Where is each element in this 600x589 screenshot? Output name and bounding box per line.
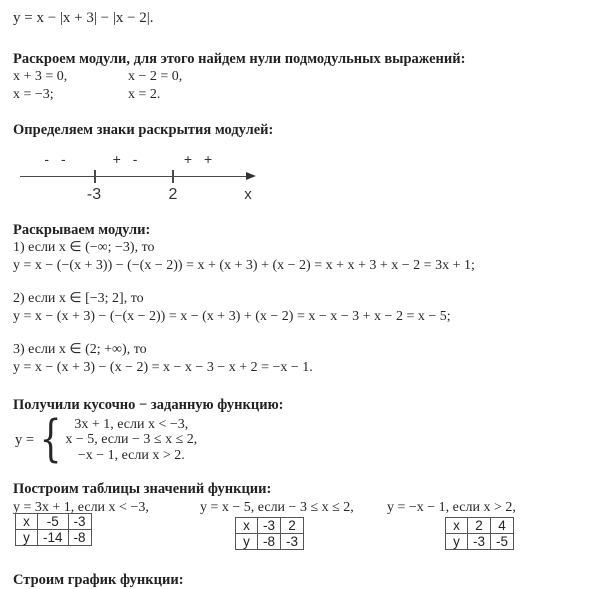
table-row — [446, 518, 514, 534]
piecewise-case-2: x − 5, если − 3 ≤ x ≤ 2, — [65, 432, 198, 448]
table-cell: y — [236, 534, 258, 550]
main-formula: y = x − |x + 3| − |x − 2|. — [13, 10, 154, 26]
expand-section-title: Раскрываем модули: — [13, 222, 151, 238]
tick-mark-minus3 — [94, 170, 96, 183]
case-3-equation: y = x − (x + 3) − (x − 2) = x − x − 3 − x + 2 = −x − 1. — [13, 360, 313, 375]
sign-region-3: + + — [183, 151, 217, 167]
zeros-line-1 — [13, 68, 587, 86]
table-row — [236, 534, 304, 550]
table-row — [236, 518, 304, 534]
table-2-label: y = x − 5, если − 3 ≤ x ≤ 2, — [200, 500, 354, 515]
value-table-3 — [445, 517, 514, 550]
table-cell: x — [236, 518, 258, 534]
table-cell: -3 — [68, 514, 91, 530]
table-cell: 2 — [468, 518, 491, 534]
table-cell: x — [16, 514, 38, 530]
piecewise-case-3: −x − 1, если x > 2. — [77, 447, 185, 463]
tables-section-title: Построим таблицы значений функции: — [13, 481, 272, 497]
zero-equation-right-1: x − 2 = 0, — [128, 69, 183, 84]
case-3 — [13, 341, 587, 377]
case-1-condition: 1) если x ∈ (−∞; −3), то — [13, 240, 155, 255]
axis-line — [20, 176, 248, 177]
zero-equation-left-1: x + 3 = 0, — [13, 69, 68, 84]
sign-region-2: + - — [112, 151, 142, 167]
table-cell: -8 — [258, 534, 281, 550]
brace-icon: { — [39, 408, 62, 468]
table-cell: -3 — [468, 534, 491, 550]
piecewise-cases — [65, 417, 197, 464]
value-tables — [13, 499, 587, 565]
value-table-2 — [235, 517, 304, 550]
case-3-condition: 3) если x ∈ (2; +∞), то — [13, 342, 147, 357]
table-cell: -5 — [38, 514, 69, 530]
tick-label-2: 2 — [168, 186, 178, 203]
table-3-label: y = −x − 1, если x > 2, — [387, 500, 516, 515]
piecewise-case-1: 3x + 1, если x < −3, — [74, 416, 189, 432]
sign-region-1: - - — [44, 151, 70, 167]
signs-section-title: Определяем знаки раскрытия модулей: — [13, 122, 274, 138]
case-2 — [13, 290, 587, 326]
piecewise-function — [13, 408, 587, 468]
table-cell: -3 — [258, 518, 281, 534]
graph-section-title: Строим график функции: — [13, 572, 184, 588]
sign-chart-number-line — [20, 150, 265, 208]
piecewise-lhs: y = — [15, 432, 35, 448]
table-cell: -3 — [281, 534, 304, 550]
table-cell: y — [446, 534, 468, 550]
axis-arrow-icon — [246, 172, 256, 180]
zero-equation-right-2: x = 2. — [128, 87, 161, 102]
table-cell: -8 — [68, 530, 91, 546]
zero-equation-left-2: x = −3; — [13, 87, 54, 102]
table-row — [446, 534, 514, 550]
tick-mark-2 — [172, 170, 174, 183]
tick-label-minus3: -3 — [86, 186, 102, 203]
zeros-section-title: Раскроем модули, для этого найдем нули подмодульных выражений: — [13, 51, 466, 67]
table-row — [16, 514, 92, 530]
table-cell: x — [446, 518, 468, 534]
table-cell: -5 — [491, 534, 514, 550]
case-1-equation: y = x − (−(x + 3)) − (−(x − 2)) = x + (x + 3) + (x − 2) = x + x + 3 + x − 2 = 3x + 1; — [13, 258, 475, 273]
table-cell: 2 — [281, 518, 304, 534]
table-cell: 4 — [491, 518, 514, 534]
case-2-condition: 2) если x ∈ [−3; 2], то — [13, 291, 144, 306]
table-row — [16, 530, 92, 546]
zeros-line-2 — [13, 86, 587, 104]
case-1 — [13, 239, 587, 275]
table-cell: y — [16, 530, 38, 546]
piecewise-section-title: Получили кусочно − заданную функцию: — [13, 397, 284, 413]
table-1-label: y = 3x + 1, если x < −3, — [13, 500, 149, 515]
table-cell: -14 — [38, 530, 69, 546]
value-table-1 — [15, 513, 92, 546]
axis-x-label: x — [244, 186, 252, 203]
case-2-equation: y = x − (x + 3) − (−(x − 2)) = x − (x + 3) + (x − 2) = x − x − 3 + x − 2 = x − 5; — [13, 309, 451, 324]
